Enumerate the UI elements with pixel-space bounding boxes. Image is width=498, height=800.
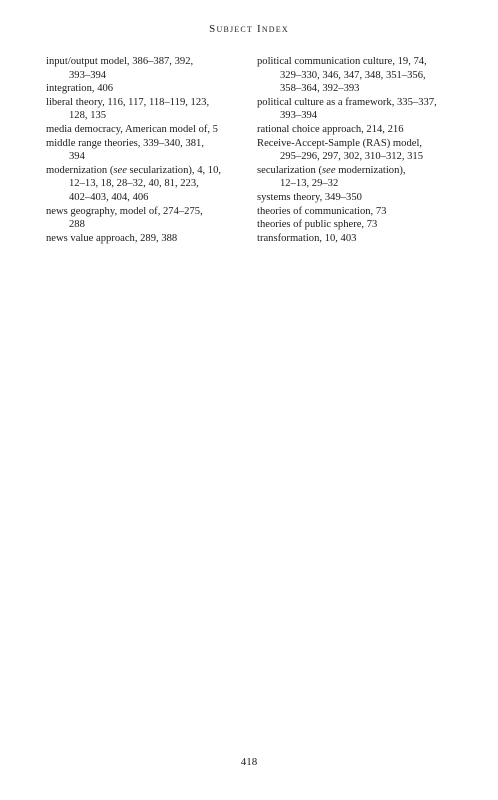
index-entry: liberal theory, 116, 117, 118–119, 123, 128, 135 <box>46 96 210 122</box>
index-entry: systems theory, 349–350 <box>257 191 362 203</box>
index-entry: news geography, model of, 274–275, 288 <box>46 205 203 231</box>
index-entry: rational choice approach, 214, 216 <box>257 123 404 135</box>
index-entry: media democracy, American model of, 5 <box>46 123 218 135</box>
index-entry: theories of public sphere, 73 <box>257 219 378 231</box>
index-entry: Receive-Accept-Sample (RAS) model, 295–296, 297, 302, 310–312, 315 <box>257 137 424 163</box>
page-number: 418 <box>240 756 258 768</box>
index-entry: political culture as a framework, 335–337, 393–394 <box>257 96 437 122</box>
index-column-left <box>46 55 246 245</box>
index-entry: theories of communication, 73 <box>257 205 387 217</box>
index-entry: political communication culture, 19, 74, 329–330, 346, 347, 348, 351–356, 358–364, 392–393 <box>257 56 427 95</box>
index-entry: input/output model, 386–387, 392, 393–394 <box>46 56 194 81</box>
index-entry: news value approach, 289, 388 <box>46 232 178 244</box>
running-head: Subject Index <box>209 23 289 35</box>
index-entry: transformation, 10, 403 <box>257 232 357 244</box>
index-entry: middle range theories, 339–340, 381, 394 <box>46 137 204 163</box>
index-entry: modernization (see secularization), 4, 10, 12–13, 18, 28–32, 40, 81, 223, 402–403, 404, 406 <box>46 164 222 203</box>
index-entry: integration, 406 <box>46 83 114 95</box>
index-column-right <box>257 55 457 245</box>
index-entry: secularization (see modernization), 12–13, 29–32 <box>257 164 406 190</box>
